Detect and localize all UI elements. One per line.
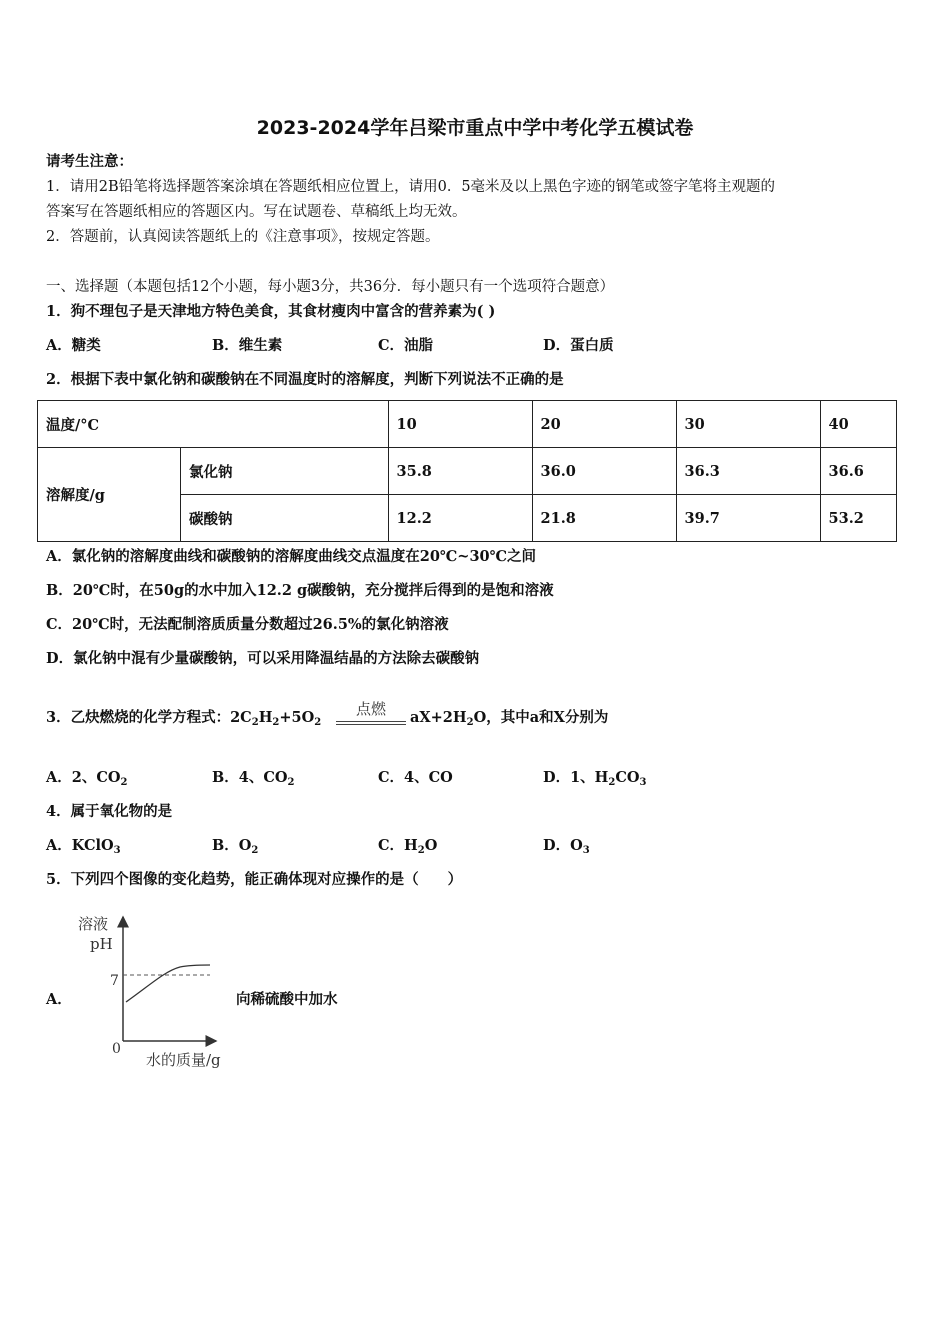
- q3-option-d: D．1、$H_2CO_3$: [543, 769, 647, 788]
- temp-cell: 40: [820, 401, 896, 448]
- q3-option-b: B．4、$CO_2$: [212, 769, 295, 788]
- table-row: [38, 448, 897, 495]
- q2-option-c: C．20℃时，无法配制溶质质量分数超过26.5%的氯化钠溶液: [46, 616, 449, 633]
- na2co3-cell: 53.2: [820, 495, 896, 542]
- nacl-cell: 36.0: [532, 448, 676, 495]
- q1-option-d: D．蛋白质: [543, 337, 614, 354]
- page-title: 2023-2024学年吕梁市重点中学中考化学五模试卷: [256, 117, 694, 139]
- q2-option-b: B．20℃时，在50g的水中加入12.2 g碳酸钠，充分搅拌后得到的是饱和溶液: [46, 582, 554, 599]
- reaction-condition: 点燃: [355, 700, 386, 718]
- q2-option-a: A．氯化钠的溶解度曲线和碳酸钠的溶解度曲线交点温度在20℃~30℃之间: [46, 548, 537, 565]
- temp-cell: 10: [388, 401, 532, 448]
- nacl-cell: 35.8: [388, 448, 532, 495]
- q1-option-a: A．糖类: [46, 337, 101, 354]
- na2co3-cell: 12.2: [388, 495, 532, 542]
- temp-cell: 20: [532, 401, 676, 448]
- notice-heading: 请考生注意：: [46, 153, 133, 170]
- q4-option-d: D．$O_3$: [543, 837, 590, 856]
- graph-ylabel-bottom: pH: [90, 935, 113, 953]
- q4-stem: 4．属于氧化物的是: [46, 803, 173, 820]
- nacl-label: 氯化钠: [181, 448, 389, 495]
- na2co3-cell: 21.8: [532, 495, 676, 542]
- q3-prefix: 3．乙炔燃烧的化学方程式：: [46, 709, 231, 726]
- graph-ylabel-top: 溶液: [78, 915, 109, 933]
- q3-option-c: C．4、CO: [378, 769, 453, 786]
- solubility-table: [37, 400, 897, 542]
- q2-stem: 2．根据下表中氯化钠和碳酸钠在不同温度时的溶解度，判断下列说法不正确的是: [46, 371, 564, 388]
- q5-option-a-label: A．: [46, 991, 72, 1008]
- na2co3-label: 碳酸钠: [181, 495, 389, 542]
- nacl-cell: 36.3: [676, 448, 820, 495]
- notice-line-1a: 1．请用2B铅笔将选择题答案涂填在答题纸相应位置上，请用0．5毫米及以上黑色字迹的钢笔或签字笔将主观题的: [46, 179, 776, 195]
- q1-stem: 1．狗不理包子是天津地方特色美食，其食材瘦肉中富含的营养素为( ): [46, 303, 496, 320]
- q4-option-b: B．$O_2$: [212, 837, 259, 856]
- reaction-arrow: [336, 698, 406, 725]
- q3-suffix: ，其中a和X分别为: [486, 709, 609, 726]
- notice-line-2: 2．答题前，认真阅读答题纸上的《注意事项》，按规定答题。: [46, 229, 440, 245]
- section-heading: 一、选择题（本题包括12个小题，每小题3分，共36分．每小题只有一个选项符合题意）: [46, 279, 615, 295]
- q1-option-c: C．油脂: [378, 337, 434, 354]
- q3-reactants: $2C_2H_2+5O_2$: [230, 709, 322, 728]
- q4-option-c: C．$H_2O$: [378, 837, 438, 856]
- graph-origin: 0: [112, 1041, 121, 1057]
- graph-xlabel: 水的质量/g: [146, 1051, 221, 1069]
- table-row: [38, 401, 897, 448]
- q3-option-a: A．2、$CO_2$: [46, 769, 128, 788]
- q3-stem: [46, 708, 321, 728]
- ph-graph: [70, 905, 240, 1075]
- q5-stem: 5．下列四个图像的变化趋势，能正确体现对应操作的是（ ）: [46, 871, 463, 888]
- q4-option-a: A．KClO$_3$: [46, 837, 121, 856]
- q3-products: [410, 708, 608, 728]
- na2co3-cell: 39.7: [676, 495, 820, 542]
- nacl-cell: 36.6: [820, 448, 896, 495]
- q2-option-d: D．氯化钠中混有少量碳酸钠，可以采用降温结晶的方法除去碳酸钠: [46, 650, 480, 667]
- q3-product-formula: $aX+2H_2O$: [410, 709, 487, 728]
- graph-ph-curve: [126, 965, 210, 1002]
- q5-option-a-text: 向稀硫酸中加水: [236, 991, 338, 1008]
- temp-header: 温度/°C: [38, 401, 389, 448]
- graph-y-seven: 7: [110, 973, 119, 989]
- solubility-header: 溶解度/g: [38, 448, 181, 542]
- temp-cell: 30: [676, 401, 820, 448]
- notice-line-1b: 答案写在答题纸相应的答题区内。写在试题卷、草稿纸上均无效。: [46, 204, 467, 220]
- q1-option-b: B．维生素: [212, 337, 283, 354]
